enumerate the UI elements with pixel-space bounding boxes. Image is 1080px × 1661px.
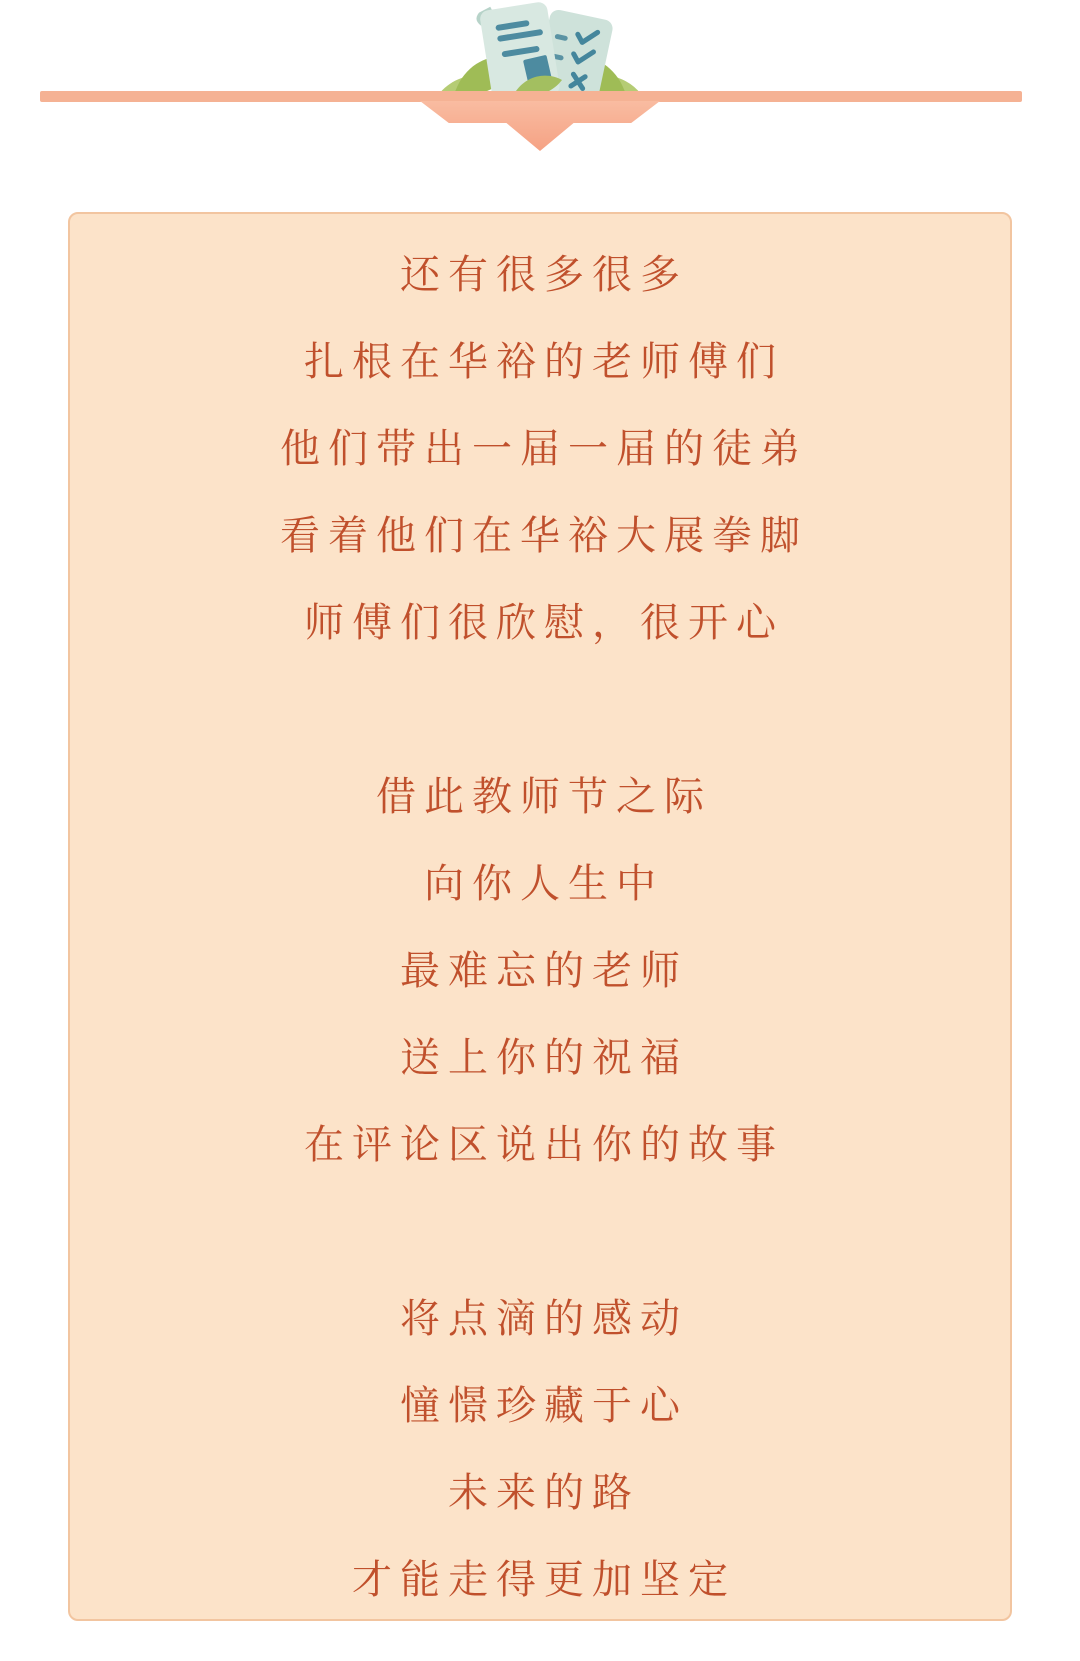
poem-card: [68, 212, 1012, 1621]
poem-line: 在评论区说出你的故事: [304, 1123, 784, 1167]
poem-line: 他们带出一届一届的徒弟: [280, 427, 808, 471]
poem-line: 看着他们在华裕大展拳脚: [280, 514, 808, 558]
ribbon-arrow-icon: [420, 101, 660, 151]
poem-line: 未来的路: [448, 1471, 640, 1515]
poem-line: 最难忘的老师: [400, 949, 688, 993]
stanza-1: [70, 228, 1010, 663]
poem-line: 才能走得更加坚定: [352, 1558, 736, 1602]
stanza-2: [70, 750, 1010, 1185]
divider-bar: [40, 91, 1022, 102]
poem-line: 向你人生中: [424, 862, 664, 906]
poem-line: 师傅们很欣慰，很开心: [304, 601, 784, 645]
poem-line: 还有很多很多: [400, 253, 688, 297]
poem-line: 将点滴的感动: [400, 1297, 688, 1341]
poem-line: 送上你的祝福: [400, 1036, 688, 1080]
stanza-3: [70, 1272, 1010, 1620]
poem-line: 借此教师节之际: [376, 775, 712, 819]
poem-line: 扎根在华裕的老师傅们: [304, 340, 784, 384]
poem-line: 憧憬珍藏于心: [400, 1384, 688, 1428]
papers-leaves-illustration: [422, 2, 658, 102]
